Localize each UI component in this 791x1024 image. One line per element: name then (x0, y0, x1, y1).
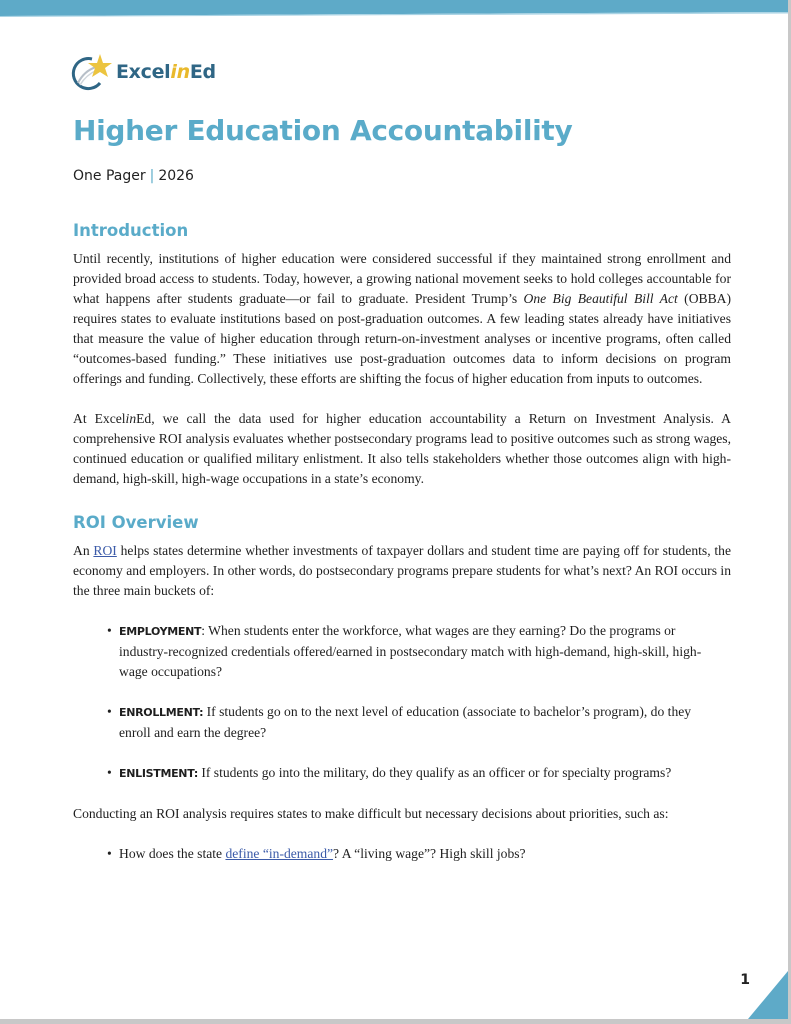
conducting-paragraph: Conducting an ROI analysis requires states to make difficult but necessary decisions about priorities, such as: (73, 806, 669, 821)
intro-paragraph-2: At ExcelinEd, we call the data used for higher education accountability a Return on Investment Analysis. A comprehensive ROI analysis evaluates whether postsecondary programs lead to positive outcomes such as strong wages, continued education or qualified military enlistment. It also tells stakeholders whether those outcomes align with high-demand, high-skill, high-wage occupations in a state’s economy. (73, 411, 732, 486)
document-body (73, 219, 731, 884)
logo-wordmark: ExcelinEd (116, 61, 216, 83)
corner-accent-triangle (748, 971, 788, 1019)
top-accent-band (0, 0, 788, 17)
roi-buckets-list (73, 621, 731, 784)
define-in-demand-link[interactable]: define “in-demand” (225, 846, 334, 861)
page-number: 1 (740, 972, 750, 988)
roi-link[interactable]: ROI (93, 543, 117, 558)
roi-overview-heading: ROI Overview (73, 513, 199, 532)
roi-paragraph: An ROI helps states determine whether investments of taxpayer dollars and student time are paying off for students, the economy and employers. In other words, do postsecondary programs prepare students for what’s next? An ROI occurs in the three main buckets of: (73, 543, 731, 598)
page-subtitle (73, 168, 194, 184)
page-title: Higher Education Accountability (73, 114, 573, 147)
intro-paragraph-1: Until recently, institutions of higher education were considered successful if they maintained strong enrollment and provided broad access to students. Today, however, a growing national movement seeks to hold colleges accountable for what happens after students graduate—or fail to graduate. President Trump’s One Big Beautiful Bill Act (OBBA) requires states to evaluate institutions based on post-graduation outcomes. A few leading states already have initiatives that measure the value of higher education through return-on-investment analyses or incentive programs, often called “outcomes-based funding.” These initiatives use post-graduation outcomes data to inform decisions on program offerings and funding. Collectively, these efforts are shifting the focus of higher education from inputs to outcomes. (73, 251, 731, 386)
list-item-enlistment: • ENLISTMENT: If students go into the military, do they qualify as an officer or for specialty programs? (119, 763, 731, 784)
subtitle-separator: | (149, 168, 155, 184)
list-item-in-demand: • How does the state define “in-demand”? A “living wage”? High skill jobs? (119, 844, 731, 864)
list-item-enrollment: • ENROLLMENT: If students go on to the next level of education (associate to bachelor’s program), do they enroll and earn the degree? (119, 702, 731, 743)
introduction-heading: Introduction (73, 221, 189, 240)
list-item-employment: • EMPLOYMENT: When students enter the workforce, what wages are they earning? Do the programs or industry-recognized credentials offered/earned in postsecondary match with high-demand, high-skill, high-wage occupations? (119, 621, 731, 682)
roi-overview-section (73, 511, 731, 864)
priorities-list (73, 844, 731, 864)
doc-type: One Pager (73, 168, 146, 184)
introduction-section (73, 219, 731, 489)
star-swoosh-icon (70, 53, 112, 91)
excelined-logo (70, 52, 216, 92)
doc-year: 2026 (158, 168, 194, 184)
